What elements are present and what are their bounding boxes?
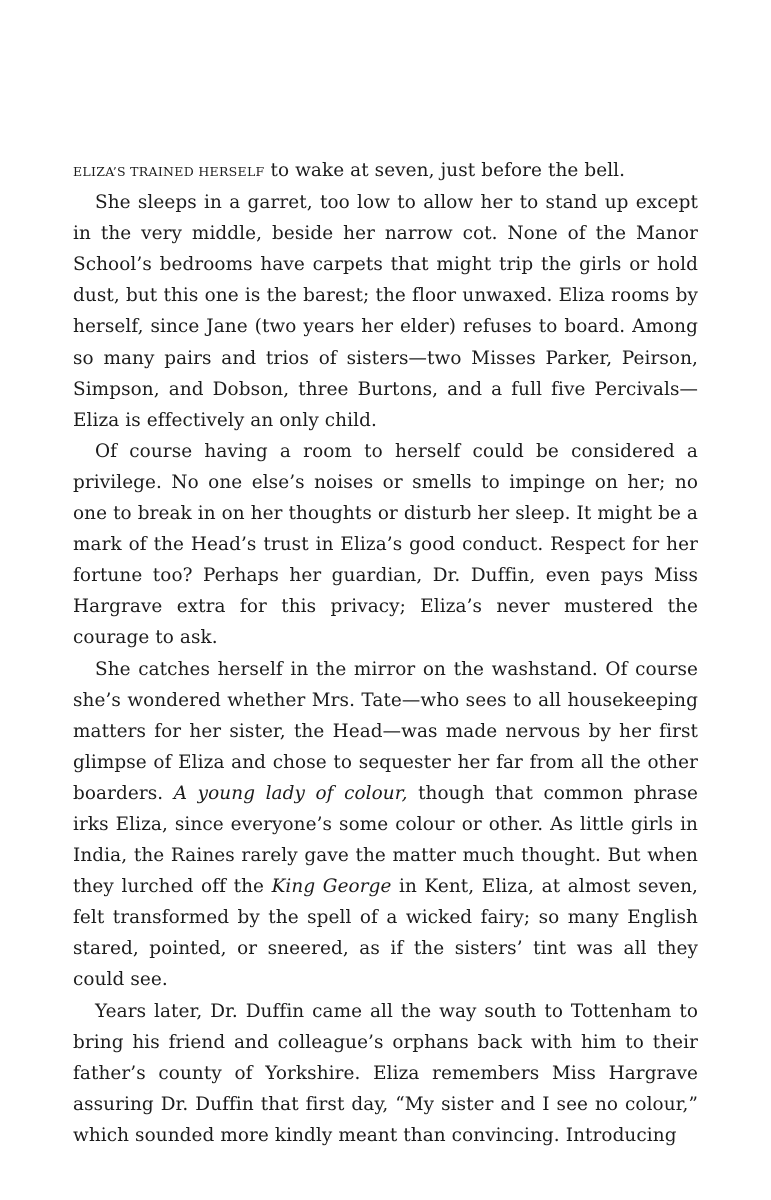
paragraph-4-text-a: She catches herself in the mirror on the washstand. Of course she’s wondered whether Mrs. Tate—who sees to all housekeeping matters for her sister, the Head—was made nervous by her first glimpse of Eliza and chose to sequester her far from all the other boarders. (73, 658, 698, 804)
chapter-opening-smallcaps: ELIZA’S TRAINED HERSELF (73, 164, 265, 179)
paragraph-4-text-b: though that common phrase irks Eliza, since everyone’s some colour or other. As little girls in India, the Raines rarely gave the matter much thought. But when they lurched off the (73, 782, 699, 898)
book-page (73, 155, 698, 1151)
paragraph-1 (73, 155, 698, 187)
paragraph-3: Of course having a room to herself could be considered a privilege. No one else’s noises or smells to impinge on her; no one to break in on her thoughts or disturb her sleep. It might be a mark of the Head’s trust in Eliza’s good conduct. Respect for her fortune too? Perhaps her guardian, Dr. Duffin, even pays Miss Hargrave extra for this privacy; Eliza’s never mustered the courage to ask. (73, 440, 698, 649)
paragraph-4 (73, 654, 698, 996)
paragraph-4-italic-phrase: A young lady of colour, (173, 782, 408, 804)
paragraph-4-text-c: in Kent, Eliza, at almost seven, felt transformed by the spell of a wicked fairy; so many English stared, pointed, or sneered, as if the sisters’ tint was all they could see. (73, 876, 698, 991)
paragraph-5: Years later, Dr. Duffin came all the way south to Tottenham to bring his friend and colleague’s orphans back with him to their father’s county of Yorkshire. Eliza remembers Miss Hargrave assuring Dr. Duffin that first day, “My sister and I see no colour,” which sounded more kindly meant than convincing. Introducing (73, 1000, 698, 1146)
ship-name-italic: King George (271, 876, 392, 898)
paragraph-1-text: to wake at seven, just before the bell. (264, 160, 626, 181)
paragraph-2: She sleeps in a garret, too low to allow her to stand up except in the very middle, beside her narrow cot. None of the Manor School’s bedrooms have carpets that might trip the girls or hold dust, but this one is the barest; the floor unwaxed. Eliza rooms by herself, since Jane (two years her elder) refuses to board. Among so many pairs and trios of sisters—two Misses Parker, Peirson, Simpson, and Dobson, three Burtons, and a full five Percivals—Eliza is effectively an only child. (73, 192, 698, 431)
